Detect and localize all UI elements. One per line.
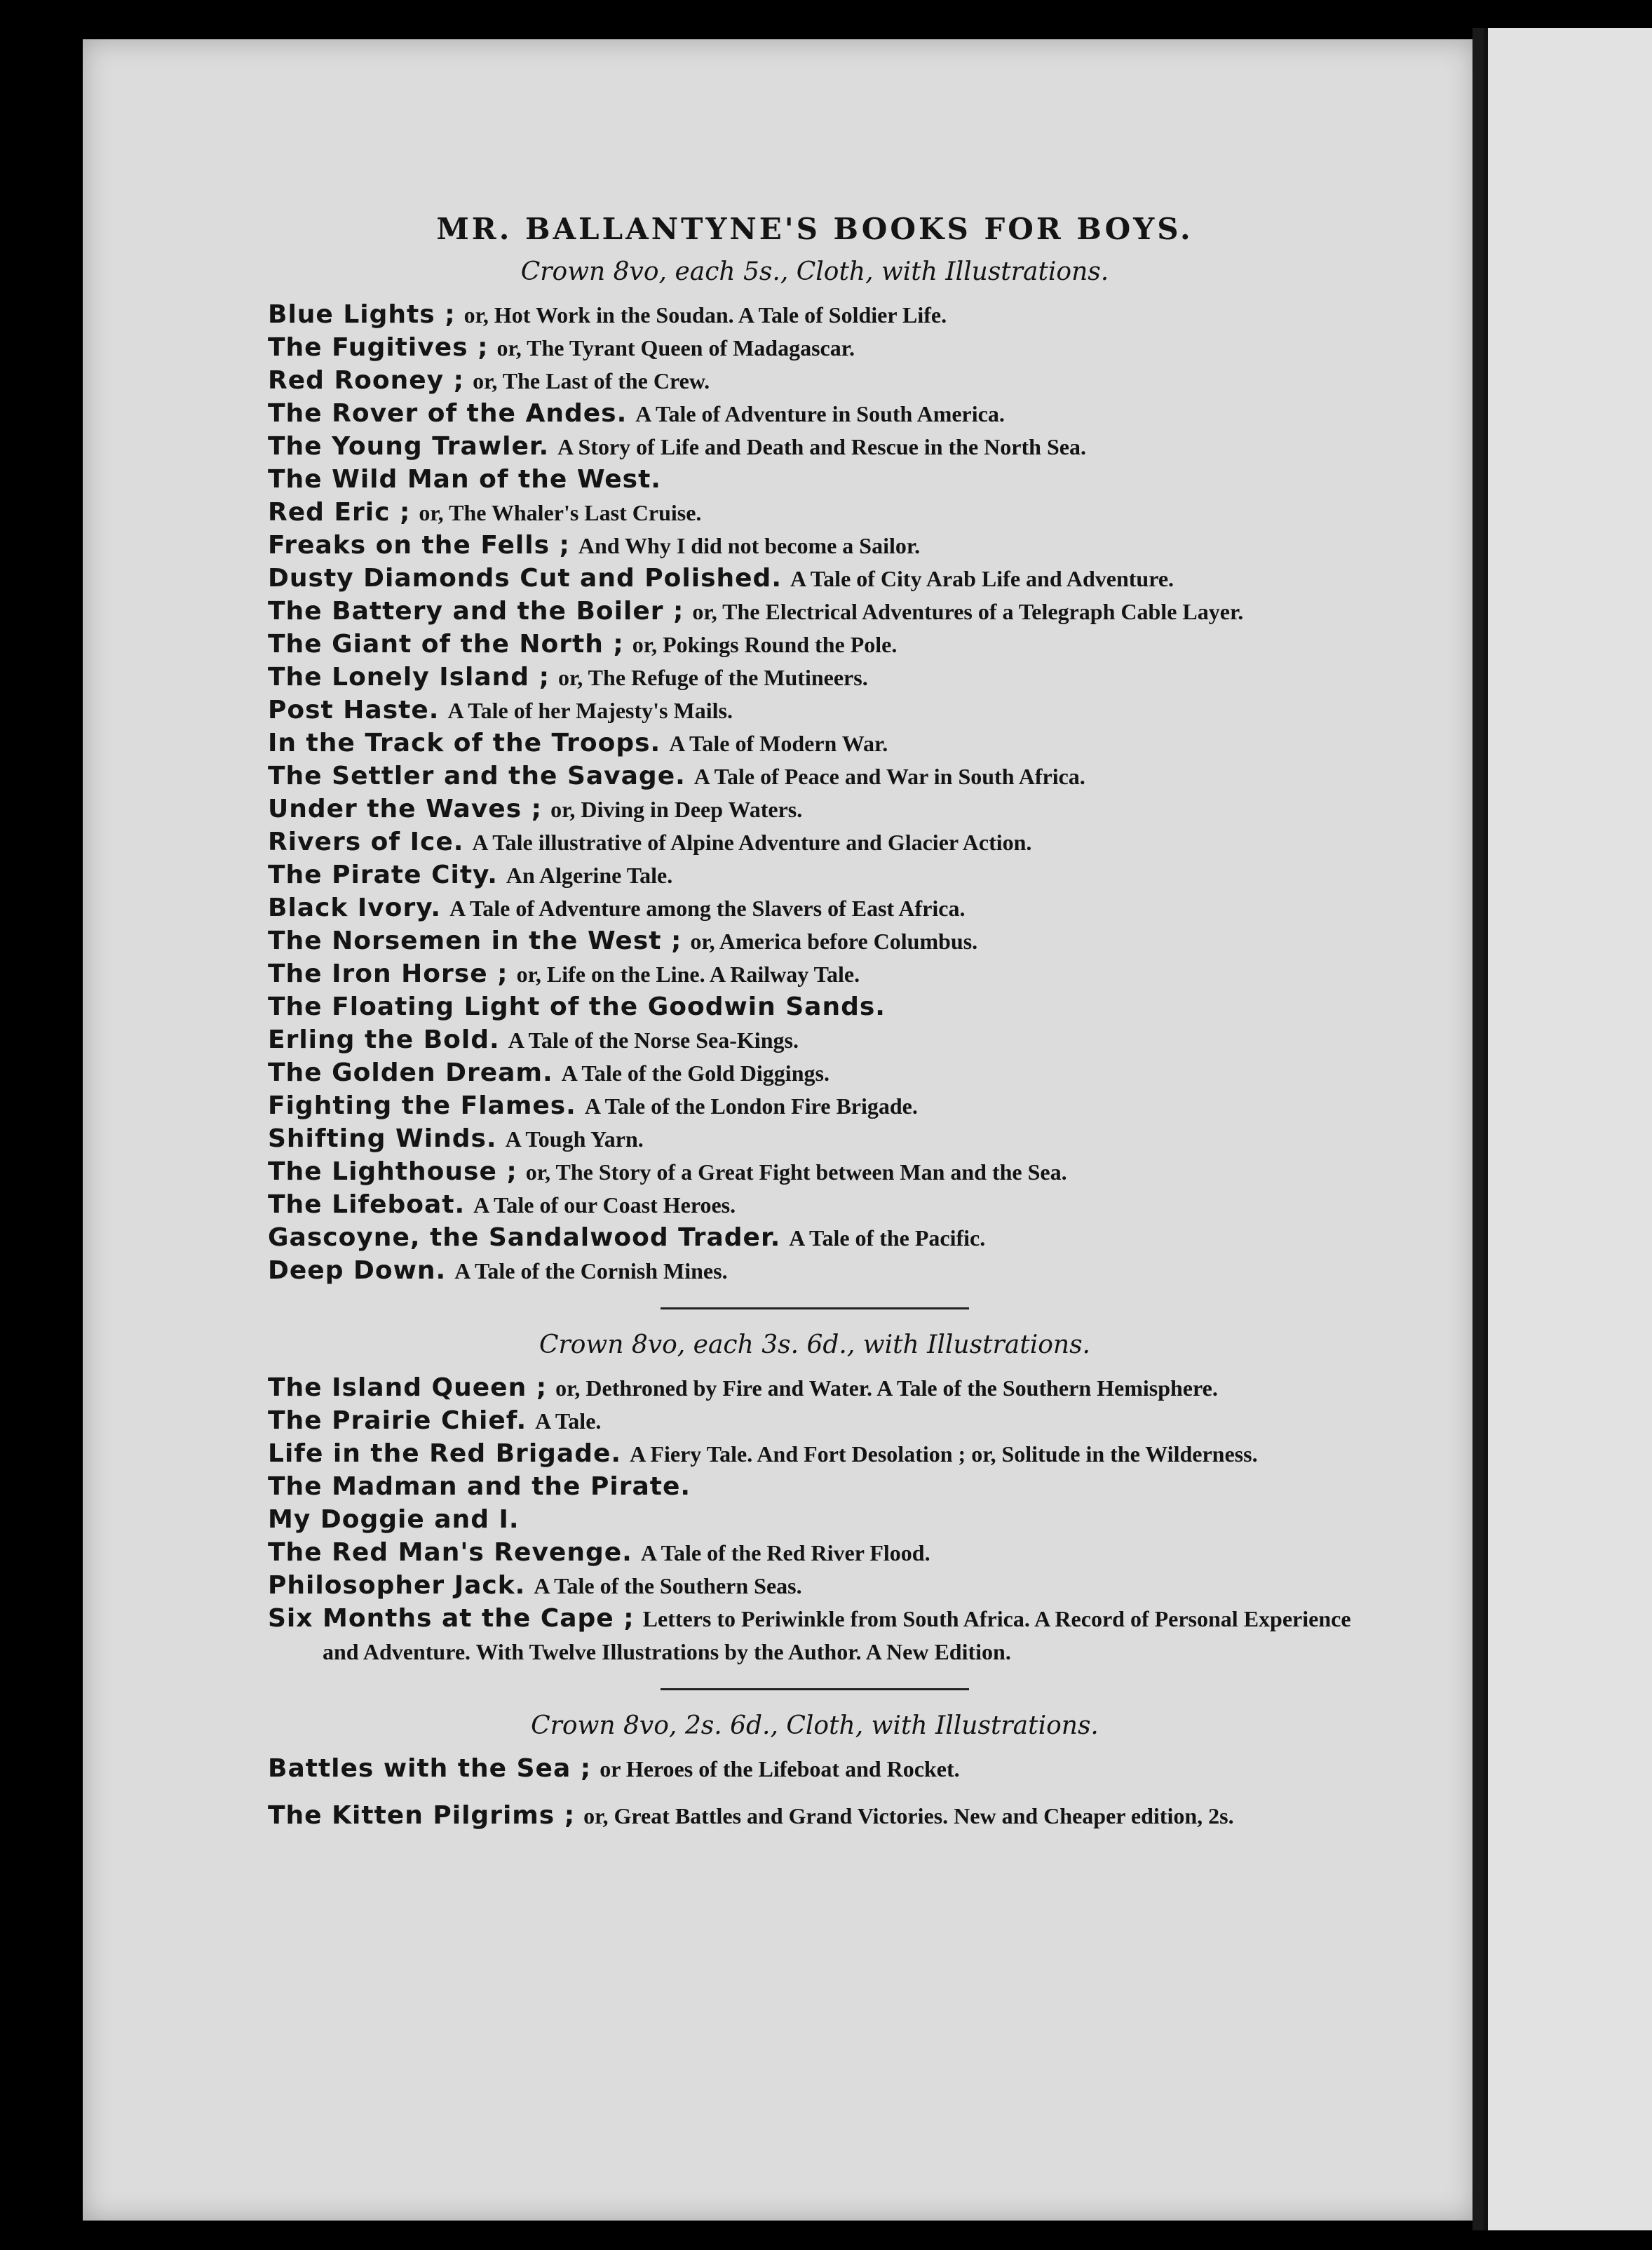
book-entry xyxy=(268,727,1362,760)
book-description: An Algerine Tale. xyxy=(506,863,673,888)
book-description: A Tale of her Majesty's Mails. xyxy=(447,698,733,723)
section-heading: Crown 8vo, each 5s., Cloth, with Illustrations. xyxy=(520,257,1109,286)
book-title: The Lighthouse ; xyxy=(268,1157,517,1186)
book-description: A Fiery Tale. And Fort Desolation ; or, Solitude in the Wilderness. xyxy=(630,1441,1258,1467)
book-entry xyxy=(268,1372,1362,1405)
book-description: A Tale of the Pacific. xyxy=(789,1225,986,1251)
book-description: And Why I did not become a Sailor. xyxy=(578,533,921,558)
book-entry xyxy=(268,1255,1362,1288)
book-entry xyxy=(268,530,1362,562)
book-description: or, Dethroned by Fire and Water. A Tale of the Southern Hemisphere. xyxy=(555,1375,1218,1401)
book-description: Letters to Periwinkle from South Africa. A Record of Personal Experience and Adventure. With Twelve Illustrations by the Author. A New Edition. xyxy=(323,1606,1351,1664)
book-list xyxy=(268,299,1362,1288)
book-title: My Doggie and I. xyxy=(268,1505,520,1534)
book-entry xyxy=(268,595,1362,628)
book-description: A Tough Yarn. xyxy=(505,1126,644,1152)
book-description: A Tale of Peace and War in South Africa. xyxy=(693,764,1085,789)
section-divider xyxy=(661,1688,969,1690)
book-entry xyxy=(268,991,1362,1024)
book-description: A Tale of Modern War. xyxy=(669,731,888,756)
book-entry xyxy=(268,1123,1362,1156)
book-title: The Battery and the Boiler ; xyxy=(268,597,684,626)
book-entry xyxy=(268,1537,1362,1570)
book-entry xyxy=(268,1057,1362,1090)
book-title: Freaks on the Fells ; xyxy=(268,531,570,560)
book-description: or, Pokings Round the Pole. xyxy=(632,632,898,657)
book-description: A Tale of the Norse Sea-Kings. xyxy=(508,1028,799,1053)
book-entry xyxy=(268,1471,1362,1504)
book-title: The Rover of the Andes. xyxy=(268,399,628,428)
book-description: A Tale of the London Fire Brigade. xyxy=(584,1093,918,1119)
book-title: Battles with the Sea ; xyxy=(268,1754,592,1783)
section-heading: Crown 8vo, 2s. 6d., Cloth, with Illustrations. xyxy=(531,1711,1099,1740)
book-title: Dusty Diamonds Cut and Polished. xyxy=(268,564,782,593)
book-title: The Lifeboat. xyxy=(268,1190,466,1219)
book-description: or, America before Columbus. xyxy=(690,929,978,954)
book-title: Shifting Winds. xyxy=(268,1124,497,1153)
book-entry xyxy=(268,1570,1362,1603)
section-heading: Crown 8vo, each 3s. 6d., with Illustrations. xyxy=(539,1331,1090,1359)
book-title: Post Haste. xyxy=(268,696,440,725)
book-title: In the Track of the Troops. xyxy=(268,729,661,757)
book-description: A Tale of our Coast Heroes. xyxy=(473,1192,736,1218)
book-description: or, Diving in Deep Waters. xyxy=(550,797,803,822)
book-title: Life in the Red Brigade. xyxy=(268,1439,622,1468)
book-entry xyxy=(268,760,1362,793)
book-entry xyxy=(268,661,1362,694)
book-description: or, The Tyrant Queen of Madagascar. xyxy=(496,335,855,361)
book-entry xyxy=(268,793,1362,826)
book-description: or Heroes of the Lifeboat and Rocket. xyxy=(600,1756,960,1781)
book-description: or, The Electrical Adventures of a Telegraph Cable Layer. xyxy=(692,599,1244,624)
book-entry xyxy=(268,1603,1362,1669)
book-entry xyxy=(268,1753,1362,1786)
book-title: The Red Man's Revenge. xyxy=(268,1538,632,1567)
book-entry xyxy=(268,1800,1362,1833)
book-description: or, The Whaler's Last Cruise. xyxy=(419,500,702,525)
book-title: Under the Waves ; xyxy=(268,795,543,823)
book-entry xyxy=(268,1222,1362,1255)
book-title: Six Months at the Cape ; xyxy=(268,1604,635,1633)
book-title: The Lonely Island ; xyxy=(268,663,550,692)
book-entry xyxy=(268,497,1362,530)
book-description: or, The Story of a Great Fight between Man and the Sea. xyxy=(525,1159,1067,1185)
book-description: A Tale of the Gold Diggings. xyxy=(561,1060,830,1086)
book-entry xyxy=(268,299,1362,332)
book-title: The Norsemen in the West ; xyxy=(268,927,682,955)
book-title: The Fugitives ; xyxy=(268,333,489,362)
book-entry xyxy=(268,826,1362,859)
book-title: Erling the Bold. xyxy=(268,1025,500,1054)
book-entry xyxy=(268,365,1362,398)
book-description: or, Hot Work in the Soudan. A Tale of Soldier Life. xyxy=(463,302,947,328)
book-title: The Island Queen ; xyxy=(268,1373,548,1402)
book-title: Blue Lights ; xyxy=(268,300,456,329)
book-title: The Golden Dream. xyxy=(268,1058,553,1087)
book-list xyxy=(268,1372,1362,1669)
book-description: or, The Last of the Crew. xyxy=(473,368,710,393)
book-title: Red Rooney ; xyxy=(268,366,465,395)
book-title: The Pirate City. xyxy=(268,861,498,889)
book-description: A Tale of the Red River Flood. xyxy=(640,1540,930,1565)
book-entry xyxy=(268,464,1362,497)
book-entry xyxy=(268,431,1362,464)
book-entry xyxy=(268,892,1362,925)
book-title: The Giant of the North ; xyxy=(268,630,624,659)
book-entry xyxy=(268,694,1362,727)
book-title: Fighting the Flames. xyxy=(268,1091,576,1120)
book-entry xyxy=(268,859,1362,892)
book-description: or, Life on the Line. A Railway Tale. xyxy=(516,962,860,987)
book-title: Black Ivory. xyxy=(268,894,442,922)
book-description: A Tale of Adventure in South America. xyxy=(635,401,1005,426)
book-entry xyxy=(268,1090,1362,1123)
book-title: The Floating Light of the Goodwin Sands. xyxy=(268,992,886,1021)
book-entry xyxy=(268,628,1362,661)
book-description: A Tale of the Southern Seas. xyxy=(534,1573,802,1598)
book-title: The Prairie Chief. xyxy=(268,1406,527,1435)
book-entry xyxy=(268,1156,1362,1189)
page-title: MR. BALLANTYNE'S BOOKS FOR BOYS. xyxy=(436,212,1193,246)
book-description: A Tale of Adventure among the Slavers of East Africa. xyxy=(449,896,966,921)
book-entry xyxy=(268,958,1362,991)
book-description: A Story of Life and Death and Rescue in the North Sea. xyxy=(557,434,1086,459)
book-entry xyxy=(268,1438,1362,1471)
book-title: Philosopher Jack. xyxy=(268,1571,526,1600)
book-entry xyxy=(268,398,1362,431)
book-description: or, The Refuge of the Mutineers. xyxy=(557,665,868,690)
book-title: Gascoyne, the Sandalwood Trader. xyxy=(268,1223,781,1252)
book-list xyxy=(268,1753,1362,1786)
book-title: The Madman and the Pirate. xyxy=(268,1472,691,1501)
book-title: The Iron Horse ; xyxy=(268,959,508,988)
book-entry xyxy=(268,925,1362,958)
book-title: Rivers of Ice. xyxy=(268,828,464,856)
book-description: A Tale. xyxy=(535,1408,602,1434)
book-list xyxy=(268,1800,1362,1833)
page-content xyxy=(268,212,1362,1833)
book-title: The Young Trawler. xyxy=(268,432,550,461)
book-description: A Tale illustrative of Alpine Adventure and Glacier Action. xyxy=(472,830,1032,855)
book-title: The Settler and the Savage. xyxy=(268,762,686,790)
book-entry xyxy=(268,1189,1362,1222)
section-divider xyxy=(661,1307,969,1309)
book-description: A Tale of City Arab Life and Adventure. xyxy=(790,566,1174,591)
book-entry xyxy=(268,1504,1362,1537)
book-title: Deep Down. xyxy=(268,1256,447,1285)
book-description: A Tale of the Cornish Mines. xyxy=(454,1258,728,1284)
right-page-edge xyxy=(1484,28,1652,2230)
book-description: or, Great Battles and Grand Victories. New and Cheaper edition, 2s. xyxy=(583,1803,1234,1828)
book-title: The Kitten Pilgrims ; xyxy=(268,1801,576,1830)
book-entry xyxy=(268,1024,1362,1057)
book-entry xyxy=(268,332,1362,365)
book-title: The Wild Man of the West. xyxy=(268,465,661,494)
book-entry xyxy=(268,562,1362,595)
book-title: Red Eric ; xyxy=(268,498,411,527)
book-entry xyxy=(268,1405,1362,1438)
